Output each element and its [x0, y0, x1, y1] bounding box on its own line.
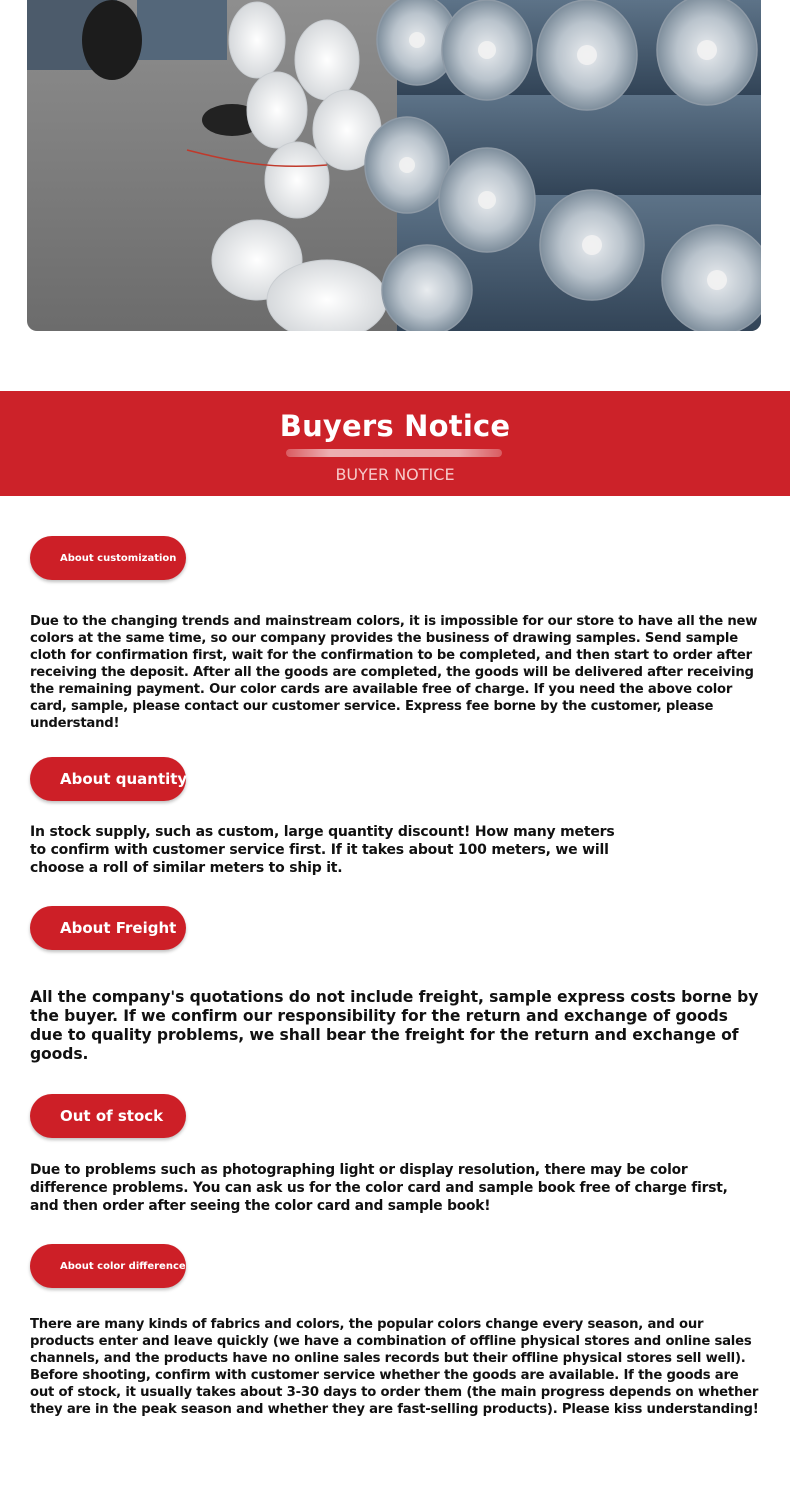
section-label-out-of-stock: Out of stock [30, 1094, 186, 1138]
section-text-freight: All the company's quotations do not include freight, sample express costs borne by the buyer. If we confirm our responsibility for the return and exchange of goods due to quality problems, we shall bear the freight for the return and exchange of goods. [30, 988, 759, 1063]
section-text-out-of-stock: Due to problems such as photographing light or display resolution, there may be color difference problems. You can ask us for the color card and sample book free of charge first, and then order after seeing the color card and sample book! [30, 1162, 728, 1214]
section-text-quantity: In stock supply, such as custom, large quantity discount! How many meters to confirm with customer service first. If it takes about 100 meters, we will choose a roll of similar meters to ship it. [30, 824, 615, 876]
section-label-freight: About Freight [30, 906, 186, 950]
section-label-customization: About customization [30, 536, 186, 580]
fabric-rolls-photo [27, 0, 761, 331]
buyers-notice-banner [0, 391, 790, 496]
section-text-customization: Due to the changing trends and mainstream colors, it is impossible for our store to have all the new colors at the same time, so our company provides the business of drawing samples. Send sample cloth for confirmation first, wait for the confirmation to be completed, and then start to order after receiving the deposit. After all the goods are completed, the goods will be delivered after receiving the remaining payment. Our color cards are available free of charge. If you need the above color card, sample, please contact our customer service. Express fee borne by the customer, please understand! [30, 614, 758, 731]
banner-brush-stroke [286, 449, 502, 457]
banner-title: Buyers Notice [279, 409, 511, 443]
section-text-color-difference: There are many kinds of fabrics and colors, the popular colors change every season, and our products enter and leave quickly (we have a combination of offline physical stores and online sales channels, and the products have no online sales records but their offline physical stores sell well). Before shooting, confirm with customer service whether the goods are available. If the goods are out of stock, it usually takes about 3-30 days to order them (the main progress depends on whether they are in the peak season and whether they are fast-selling products). Please kiss understanding! [30, 1317, 759, 1417]
section-label-quantity: About quantity [30, 757, 186, 801]
section-label-color-difference: About color difference [30, 1244, 186, 1288]
banner-subtitle: BUYER NOTICE [335, 465, 455, 484]
